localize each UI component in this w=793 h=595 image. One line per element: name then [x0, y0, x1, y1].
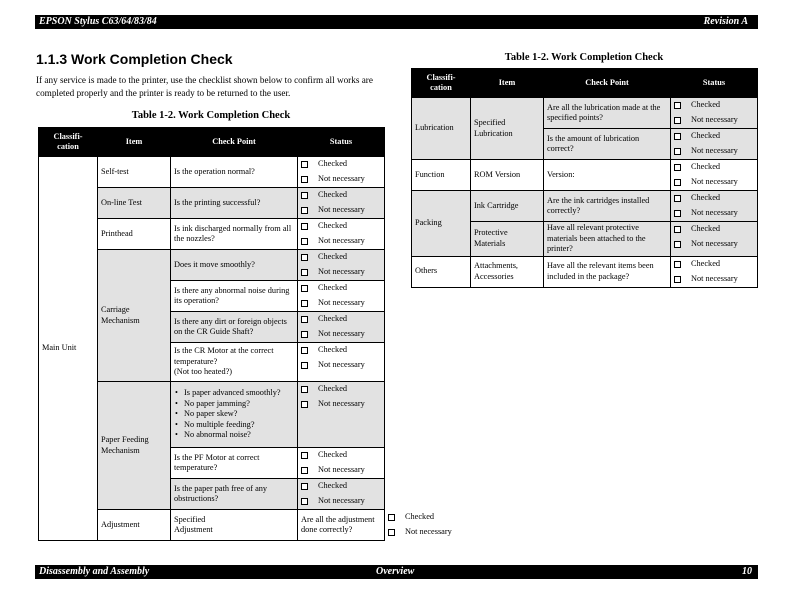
- item-printhead: Printhead: [98, 219, 171, 250]
- checkbox-icon[interactable]: [388, 529, 395, 536]
- item-rom-version: ROM Version: [471, 160, 544, 191]
- check-cr-motor: Is the CR Motor at the correct temperature? (Not too heated?): [171, 343, 298, 382]
- col-header-check-point: Check Point: [171, 128, 298, 157]
- status-cell: Checked Not necessary: [298, 448, 385, 479]
- check-carriage-dirt: Is there any dirt or foreign objects on the CR Guide Shaft?: [171, 312, 298, 343]
- checkbox-icon[interactable]: [674, 164, 681, 171]
- checkbox-icon[interactable]: [388, 514, 395, 521]
- status-cell: Checked Not necessary: [298, 219, 385, 250]
- check-self-test: Is the operation normal?: [171, 157, 298, 188]
- page-header: [35, 15, 758, 29]
- checkbox-icon[interactable]: [301, 331, 308, 338]
- section-title: 1.1.3 Work Completion Check: [36, 51, 233, 67]
- checkbox-icon[interactable]: [301, 161, 308, 168]
- status-cell: Checked Not necessary: [671, 256, 758, 287]
- checkbox-icon[interactable]: [301, 238, 308, 245]
- checkbox-icon[interactable]: [301, 316, 308, 323]
- status-cell: Checked Not necessary: [298, 312, 385, 343]
- checkbox-icon[interactable]: [301, 269, 308, 276]
- status-cell: Checked Not necessary: [298, 479, 385, 510]
- item-online-test: On-line Test: [98, 188, 171, 219]
- bullet-multiple-feeding: • No multiple feeding?: [174, 420, 294, 431]
- bullet-paper-jamming: • No paper jamming?: [174, 399, 294, 410]
- checkbox-icon[interactable]: [674, 102, 681, 109]
- classification-others: Others: [412, 256, 471, 287]
- checkbox-icon[interactable]: [301, 467, 308, 474]
- check-pf-motor: Is the PF Motor at correct temperature?: [171, 448, 298, 479]
- check-online-test: Is the printing successful?: [171, 188, 298, 219]
- item-specified-adjustment: Specified Adjustment: [171, 510, 298, 541]
- table-row: [412, 98, 758, 129]
- item-paper-feeding-mechanism: Paper Feeding Mechanism: [98, 382, 171, 510]
- checkbox-icon[interactable]: [674, 179, 681, 186]
- check-version: Version:: [544, 160, 671, 191]
- check-printhead: Is ink discharged normally from all the nozzles?: [171, 219, 298, 250]
- classification-adjustment: Adjustment: [98, 510, 171, 541]
- table-row: [412, 160, 758, 191]
- item-attachments-accessories: Attachments, Accessories: [471, 256, 544, 287]
- col-header-status: Status: [671, 69, 758, 98]
- classification-main-unit: Main Unit: [39, 157, 98, 541]
- checkbox-icon[interactable]: [674, 226, 681, 233]
- check-ink-installed: Are the ink cartridges installed correctly?: [544, 191, 671, 222]
- check-carriage-smooth: Does it move smoothly?: [171, 250, 298, 281]
- col-header-classification: Classifi- cation: [412, 69, 471, 98]
- check-paper-path: Is the paper path free of any obstructions?: [171, 479, 298, 510]
- item-carriage-mechanism: Carriage Mechanism: [98, 250, 171, 382]
- item-specified-lubrication: Specified Lubrication: [471, 98, 544, 160]
- intro-paragraph: If any service is made to the printer, use the checklist shown below to confirm all works are completed properly and the printer is ready to be returned to the user.: [36, 75, 373, 98]
- status-cell: Checked Not necessary: [298, 250, 385, 281]
- check-adjustment: Are all the adjustment done correctly?: [298, 510, 385, 541]
- checkbox-icon[interactable]: [301, 386, 308, 393]
- check-lubrication-amount: Is the amount of lubrication correct?: [544, 129, 671, 160]
- status-cell: Checked Not necessary: [298, 157, 385, 188]
- checkbox-icon[interactable]: [301, 362, 308, 369]
- col-header-status: Status: [298, 128, 385, 157]
- checkbox-icon[interactable]: [301, 254, 308, 261]
- status-cell: Checked Not necessary: [298, 382, 385, 448]
- checkbox-icon[interactable]: [301, 452, 308, 459]
- checkbox-icon[interactable]: [674, 117, 681, 124]
- checkbox-icon[interactable]: [674, 210, 681, 217]
- work-completion-table-right: [411, 68, 758, 288]
- classification-function: Function: [412, 160, 471, 191]
- page-footer: [35, 565, 758, 579]
- checkbox-icon[interactable]: [301, 285, 308, 292]
- table-right-caption: Table 1-2. Work Completion Check: [504, 52, 664, 63]
- checkbox-icon[interactable]: [301, 223, 308, 230]
- header-model: EPSON Stylus C63/64/83/84: [39, 16, 157, 27]
- classification-lubrication: Lubrication: [412, 98, 471, 160]
- item-ink-cartridge: Ink Cartridge: [471, 191, 544, 222]
- checkbox-icon[interactable]: [301, 483, 308, 490]
- table-row: [412, 256, 758, 287]
- status-cell: Checked Not necessary: [671, 129, 758, 160]
- checkbox-icon[interactable]: [301, 300, 308, 307]
- bullet-paper-skew: • No paper skew?: [174, 409, 294, 420]
- checkbox-icon[interactable]: [674, 195, 681, 202]
- col-header-item: Item: [98, 128, 171, 157]
- col-header-classification: Classifi- cation: [39, 128, 98, 157]
- col-header-item: Item: [471, 69, 544, 98]
- table-row: [412, 191, 758, 222]
- status-cell: Checked Not necessary: [671, 160, 758, 191]
- status-cell: Checked Not necessary: [298, 281, 385, 312]
- footer-page-number: 10: [742, 566, 752, 577]
- status-cell: Checked Not necessary: [298, 188, 385, 219]
- table-row: Adjustment Specified Adjustment Are all the adjustment done correctly? Checked Not necessary: [39, 510, 385, 541]
- checkbox-icon[interactable]: [301, 207, 308, 214]
- checkbox-icon[interactable]: [674, 133, 681, 140]
- checkbox-icon[interactable]: [674, 261, 681, 268]
- footer-chapter: Disassembly and Assembly: [39, 566, 150, 577]
- status-cell: Checked Not necessary: [671, 222, 758, 257]
- checkbox-icon[interactable]: [301, 192, 308, 199]
- bullet-abnormal-noise: • No abnormal noise?: [174, 430, 294, 441]
- checkbox-icon[interactable]: [301, 347, 308, 354]
- table-left-caption: Table 1-2. Work Completion Check: [131, 110, 291, 121]
- check-carriage-noise: Is there any abnormal noise during its operation?: [171, 281, 298, 312]
- checkbox-icon[interactable]: [301, 498, 308, 505]
- check-paper-bullets: [171, 382, 298, 448]
- footer-section: Overview: [376, 566, 415, 577]
- check-lubrication-points: Are all the lubrication made at the specified points?: [544, 98, 671, 129]
- checkbox-icon[interactable]: [674, 241, 681, 248]
- item-self-test: Self-test: [98, 157, 171, 188]
- checkbox-icon[interactable]: [301, 401, 308, 408]
- checkbox-icon[interactable]: [301, 176, 308, 183]
- status-cell: Checked Not necessary: [671, 98, 758, 129]
- col-header-check-point: Check Point: [544, 69, 671, 98]
- check-items-included: Have all the relevant items been included in the package?: [544, 256, 671, 287]
- classification-packing: Packing: [412, 191, 471, 257]
- table-row: [39, 157, 385, 188]
- checkbox-icon[interactable]: [674, 148, 681, 155]
- bullet-paper-advanced: • Is paper advanced smoothly?: [174, 388, 294, 399]
- item-protective-materials: Protective Materials: [471, 222, 544, 257]
- header-revision: Revision A: [703, 16, 748, 27]
- status-cell: Checked Not necessary: [298, 343, 385, 382]
- checkbox-icon[interactable]: [674, 276, 681, 283]
- check-protective-attached: Have all relevant protective materials been attached to the printer?: [544, 222, 671, 257]
- status-cell: Checked Not necessary: [671, 191, 758, 222]
